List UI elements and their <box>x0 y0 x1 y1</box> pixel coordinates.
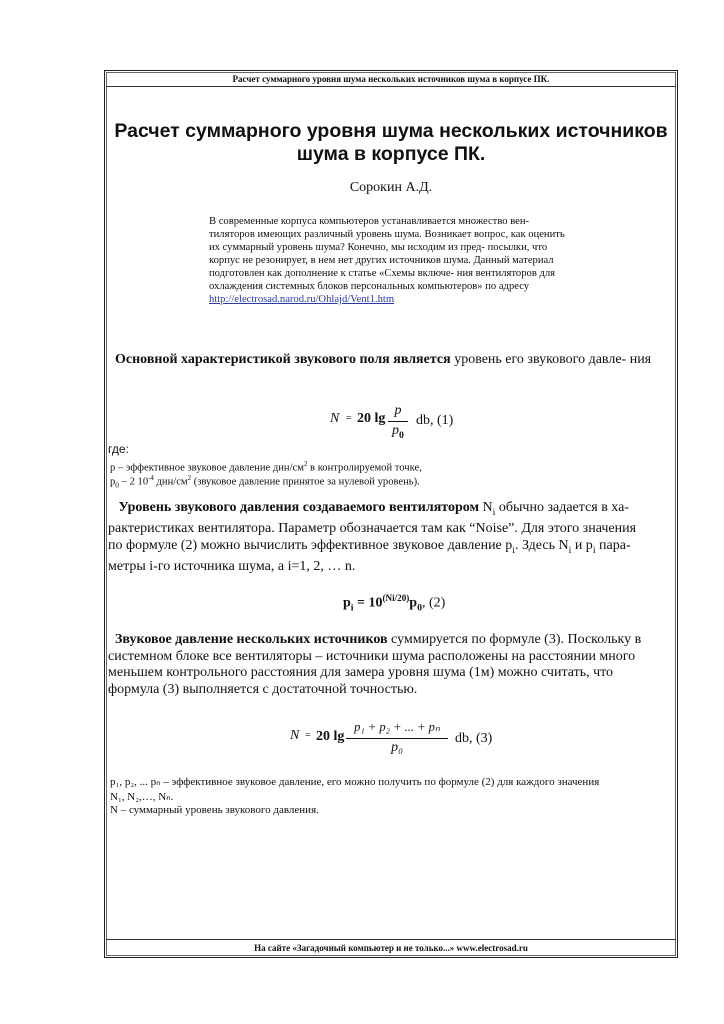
formula-1-lhs: N <box>330 411 340 426</box>
formula-2: $p_i = 10^{(Ni/20)}p_0$, (2) <box>343 593 446 614</box>
definition-p0: $p_0 - 2$ $10^{-4}$ дин/$см^2$ (звуковое давление принятое за нулевой уровень). <box>110 475 420 490</box>
definition-p-list: p₁, p₂, ... pₙ – эффективное звуковое давление, его можно получить по формуле (2) для каждого значения <box>110 776 600 788</box>
definition-p: p – эффективное звуковое давление дин/$см^2$ в контролируемой точке, <box>110 461 422 474</box>
formula-3-label: db, (3) <box>455 731 493 746</box>
paragraph-2: Уровень звукового давления создаваемого вентилятором $N_i$ обычно задается в ха- рактеристиках вентилятора. Параметр обозначается там как “Noise”. Для этого значения по формуле (2) можно вычислить эффективное звуковое давление $p_i$. Здесь $N_i$ и $p_i$ пара- метры i-го источника шума, а i=1, 2, … n. <box>108 500 637 575</box>
formula-3-fraction-bar <box>346 738 448 739</box>
formula-1-coef: 20 lg <box>357 411 386 426</box>
paragraph-2-bold: Уровень звукового давления создаваемого вентилятором <box>118 500 480 515</box>
paragraph-1-bold: Основной характеристикой звукового поля является <box>115 352 451 367</box>
formula-3-lhs: N <box>290 728 300 743</box>
running-footer: На сайте «Загадочный компьютер и не только...» www.electrosad.ru <box>106 939 676 956</box>
formula-1-fraction-bar <box>388 421 408 422</box>
running-header: Расчет суммарного уровня шума нескольких источников шума в корпусе ПК. <box>106 72 676 87</box>
paragraph-1 <box>108 352 664 369</box>
document-title <box>106 120 676 166</box>
formula-1-numerator: p <box>394 403 402 418</box>
formula-3-numerator: p₁ + p₂ + ... + pₙ <box>354 720 440 734</box>
formula-1-denominator: $p_0$ <box>392 423 404 441</box>
definition-n-total: N – суммарный уровень звукового давления. <box>110 804 319 816</box>
formula-3-eq: = <box>305 730 311 741</box>
paragraph-1-text: уровень его звукового давле- ния <box>450 352 652 367</box>
formula-3-coef: 20 lg <box>316 729 345 744</box>
title-line-1: Расчет суммарного уровня шума нескольких источников <box>114 120 668 142</box>
definition-n-list: N₁, N₂,…, Nₙ. <box>110 791 174 803</box>
where-label: где: <box>108 442 129 456</box>
author: Сорокин А.Д. <box>349 180 433 195</box>
paragraph-3-bold: Звуковое давление нескольких источников <box>115 632 388 647</box>
formula-1-eq: = <box>346 413 352 424</box>
paragraph-3: Звуковое давление нескольких источников суммируется по формуле (3). Поскольку в системном блоке все вентиляторы – источники шума расположены на расстоянии много меньшем контрольного расстояния для замера уровня шума (1м) можно считать, что формула (3) выполняется с достаточной точностью. <box>108 632 642 697</box>
formula-3-denominator: p₀ <box>391 740 403 755</box>
abstract-link[interactable]: http://electrosad.narod.ru/Ohlajd/Vent1.htm <box>209 294 395 305</box>
abstract-text: В современные корпуса компьютеров устанавливается множество вен- тиляторов имеющих различный уровень шума. Возникает вопрос, как оценить их суммарный уровень шума? Конечно, мы исходим из пред- посылки, что корпус не резонирует, в нем нет других источников шума. Данный материал подготовлен как дополнение к статье «Схемы включе- ния вентиляторов для охлаждения системных блоков персональных компьютеров» по адресу <box>209 216 565 292</box>
title-line-2: шума в корпусе ПК. <box>296 143 486 165</box>
formula-1-label: db, (1) <box>416 413 454 428</box>
abstract <box>209 215 569 306</box>
